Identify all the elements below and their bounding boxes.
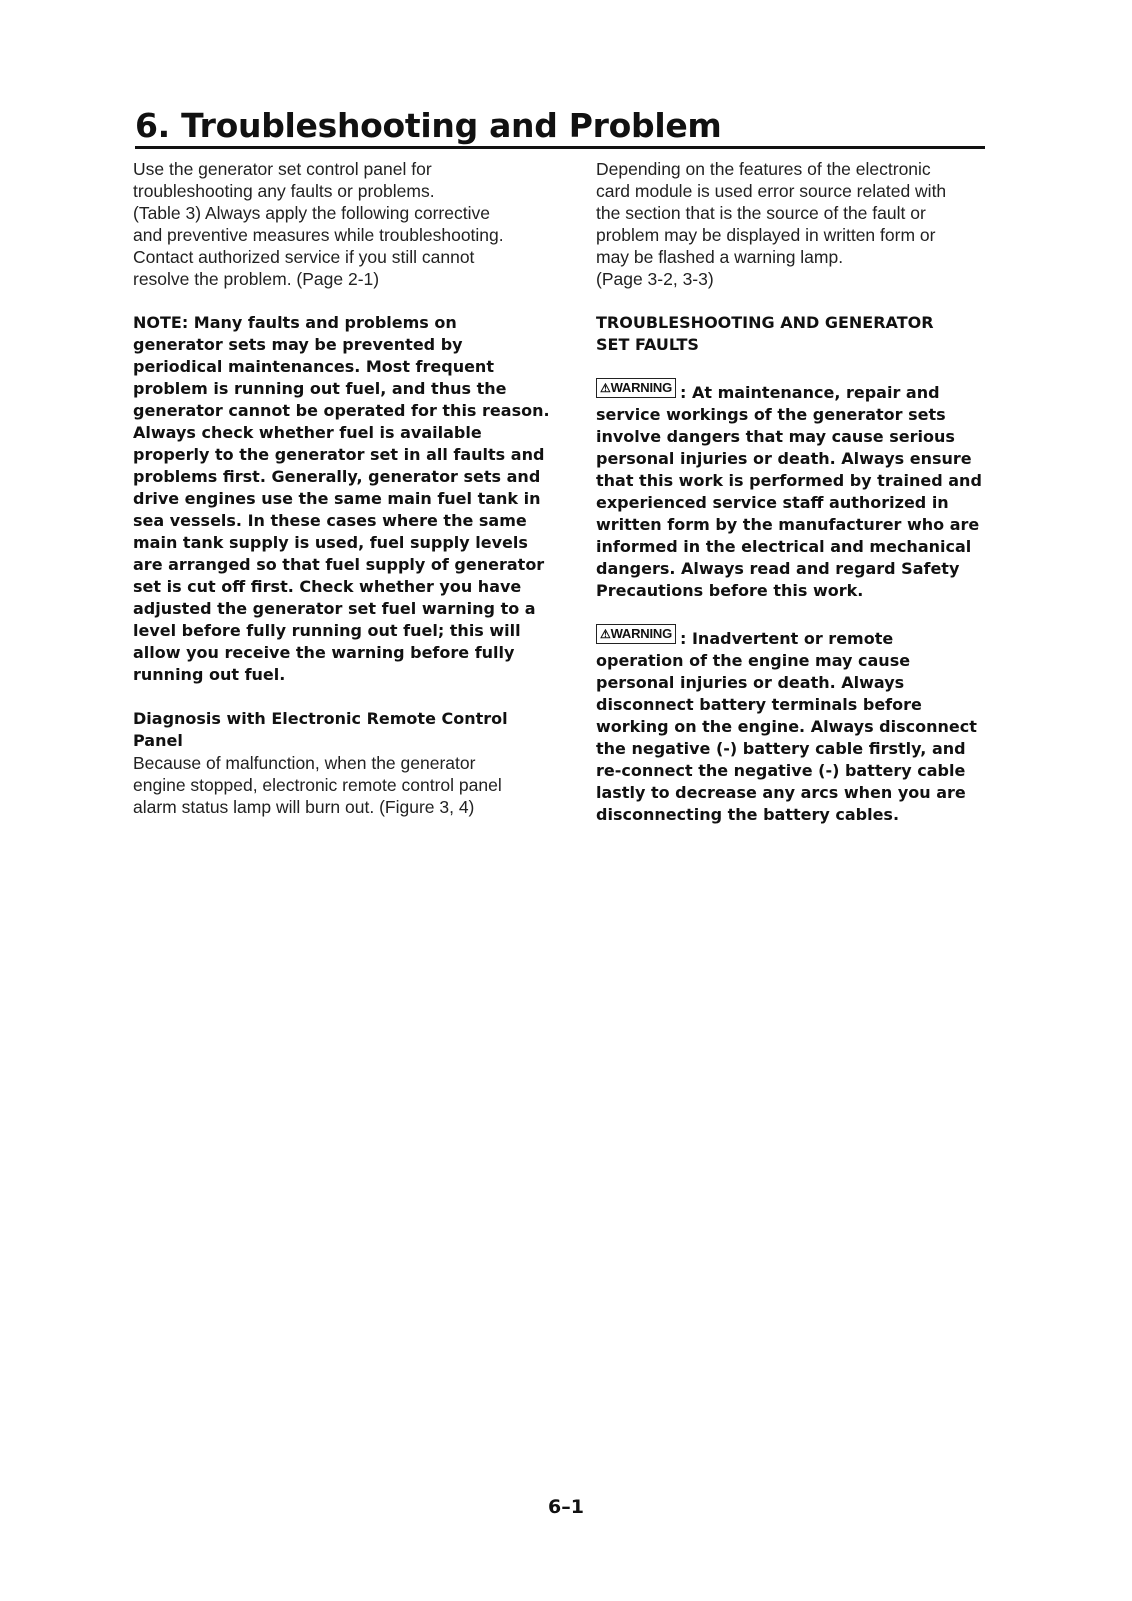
left-column (133, 158, 553, 818)
note-paragraph: NOTE: Many faults and problems on generator sets may be prevented by periodical maintenances. Most frequent problem is running out fuel, and thus the generator cannot be operated for this reason. Always check whether fuel is available properly to the generator set in all faults and problems first. Generally, generator sets and drive engines use the same main fuel tank in sea vessels. In these cases where the same main tank supply is used, fuel supply levels are arranged so that fuel supply of generator set is cut off first. Check whether you have adjusted the generator set fuel warning to a level before fully running out fuel; this will allow you receive the warning before fully running out fuel. (133, 313, 550, 684)
diagnosis-heading-line1: Diagnosis with Electronic Remote Control (133, 709, 508, 728)
warning-triangle-icon: ⚠ (600, 627, 611, 641)
warning-triangle-icon: ⚠ (600, 381, 611, 395)
right-column (596, 158, 991, 826)
warning-paragraph-1 (596, 378, 991, 602)
page-number: 6–1 (548, 1496, 584, 1518)
warning-badge (596, 378, 676, 398)
warning-badge (596, 624, 676, 644)
warning-badge-label: WARNING (610, 380, 672, 395)
warning-paragraph-2 (596, 624, 991, 826)
module-paragraph: Depending on the features of the electronic card module is used error source related with the section that is the source of the fault or problem may be displayed in written form or may be flashed a warning lamp. (Page 3-2, 3-3) (596, 159, 947, 289)
diagnosis-heading (133, 708, 553, 752)
diagnosis-paragraph: Because of malfunction, when the generator engine stopped, electronic remote control panel alarm status lamp will burn out. (Figure 3, 4) (133, 753, 502, 817)
page-title: 6. Troubleshooting and Problem (135, 106, 722, 145)
faults-heading: TROUBLESHOOTING AND GENERATOR SET FAULTS (596, 313, 934, 354)
warning-badge-label: WARNING (610, 626, 672, 641)
warning-1-text: : At maintenance, repair and service workings of the generator sets involve dangers that may cause serious personal injuries or death. Always ensure that this work is performed by trained and experienced service staff authorized in written form by the manufacturer who are informed in the electrical and mechanical dangers. Always read and regard Safety Precautions before this work. (596, 383, 982, 600)
warning-2-text: : Inadvertent or remote operation of the engine may cause personal injuries or death. Always disconnect battery terminals before working on the engine. Always disconnect the negative (-) battery cable firstly, and re-connect the negative (-) battery cable lastly to decrease any arcs when you are disconnecting the battery cables. (596, 629, 977, 824)
diagnosis-heading-line2: Panel (133, 731, 183, 750)
page-heading (135, 106, 985, 149)
intro-paragraph: Use the generator set control panel for troubleshooting any faults or problems. (Table 3) Always apply the following corrective and preventive measures while troubleshooting. Contact authorized service if you still cannot resolve the problem. (Page 2-1) (133, 159, 504, 289)
